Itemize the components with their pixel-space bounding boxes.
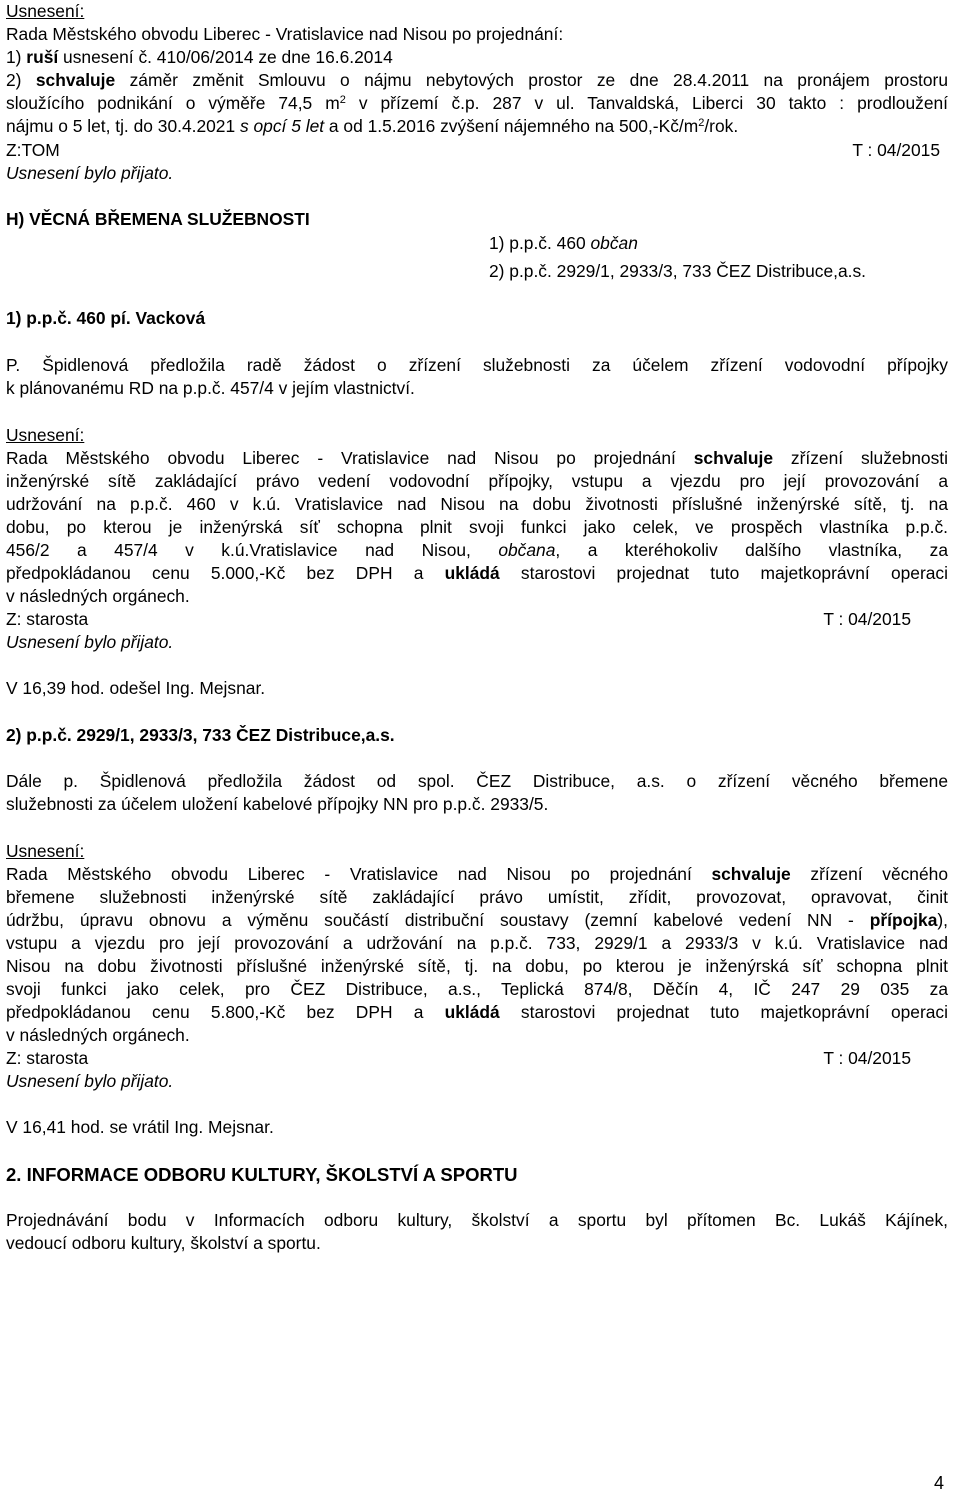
- deadline: T : 04/2015: [823, 1048, 911, 1068]
- usneseni-label: Usnesení:: [6, 425, 85, 445]
- responsible: Z: starosta: [6, 1048, 89, 1068]
- text-line: Nisou na dobu životnosti příslušné inženýrské sítě, tj. na dobu, po kterou je inženýrská síť schopna plnit: [6, 956, 948, 976]
- text-line: udržování na p.p.č. 460 v k.ú. Vratislavice nad Nisou na dobu životnosti příslušné inženýrské sítě, tj. na: [6, 494, 948, 514]
- responsibility-row: [6, 139, 940, 162]
- text-line: V 16,39 hod. odešel Ing. Mejsnar.: [6, 678, 266, 698]
- responsibility-row: [6, 1047, 911, 1070]
- text-line: Projednávání bodu v Informacích odboru kultury, školství a sportu byl přítomen Bc. Lukáš Kájínek,: [6, 1210, 948, 1230]
- section-heading: 2. INFORMACE ODBORU KULTURY, ŠKOLSTVÍ A SPORTU: [6, 1164, 518, 1185]
- text-line: vedoucí odboru kultury, školství a sportu.: [6, 1233, 321, 1253]
- text-line: k plánovanému RD na p.p.č. 457/4 v jejím vlastnictví.: [6, 378, 415, 398]
- responsible: Z: starosta: [6, 609, 89, 629]
- text-line: v následných orgánech.: [6, 586, 190, 606]
- text-line: 456/2 a 457/4 v k.ú.Vratislavice nad Nisou, občana, a kteréhokoliv dalšího vlastníka, za: [6, 540, 948, 560]
- subsection-heading: 2) p.p.č. 2929/1, 2933/3, 733 ČEZ Distribuce,a.s.: [6, 725, 395, 745]
- text-line: služebnosti za účelem uložení kabelové přípojky NN pro p.p.č. 2933/5.: [6, 794, 549, 814]
- text-line: Rada Městského obvodu Liberec - Vratislavice nad Nisou po projednání schvaluje zřízení věcného: [6, 864, 948, 884]
- list-item: 2) p.p.č. 2929/1, 2933/3, 733 ČEZ Distribuce,a.s.: [489, 261, 867, 281]
- text-line: břemene služebnosti inženýrské sítě zakládající právo umístit, zřídit, provozovat, opravovat, činit: [6, 887, 948, 907]
- subsection-heading: 1) p.p.č. 460 pí. Vacková: [6, 308, 206, 328]
- text-line: inženýrské sítě zakládající právo vedení vodovodní přípojky, vstupu a vjezdu pro její provozování a: [6, 471, 948, 491]
- text-line: nájmu o 5 let, tj. do 30.4.2021 s opcí 5 let a od 1.5.2016 zvýšení nájemného na $500,-Kč/m^2$/rok.: [6, 116, 739, 136]
- text-line: 2) schvaluje záměr změnit Smlouvu o nájmu nebytových prostor ze dne 28.4.2011 na pronájem prostoru: [6, 70, 949, 90]
- text-line: Rada Městského obvodu Liberec - Vratislavice nad Nisou po projednání:: [6, 24, 564, 44]
- responsible: Z:TOM: [6, 140, 60, 160]
- text-line: svoji funkci jako celek, pro ČEZ Distribuce, a.s., Teplická 874/8, Děčín 4, IČ 247 29 035 za: [6, 979, 948, 999]
- text-line: 1) ruší usnesení č. 410/06/2014 ze dne 16.6.2014: [6, 47, 393, 67]
- text-line: v následných orgánech.: [6, 1025, 190, 1045]
- text-line: P. Špidlenová předložila radě žádost o zřízení služebnosti za účelem zřízení vodovodní přípojky: [6, 355, 948, 375]
- text-line: údržbu, úpravu obnovu a výměnu součástí distribuční soustavy (zemní kabelové vedení NN - přípojka),: [6, 910, 948, 930]
- text-line: předpokládanou cenu 5.000,-Kč bez DPH a ukládá starostovi projednat tuto majetkoprávní operaci: [6, 563, 948, 583]
- text-line: V 16,41 hod. se vrátil Ing. Mejsnar.: [6, 1117, 274, 1137]
- text-line: vstupu a vjezdu pro její provozování a udržování na p.p.č. 733, 2929/1 a 2933/3 v k.ú. Vratislavice nad: [6, 933, 948, 953]
- usneseni-label: Usnesení:: [6, 1, 85, 21]
- deadline: T : 04/2015: [823, 609, 911, 629]
- page-number: 4: [933, 1473, 944, 1493]
- text-line: předpokládanou cenu 5.800,-Kč bez DPH a ukládá starostovi projednat tuto majetkoprávní operaci: [6, 1002, 948, 1022]
- resolution-accepted: Usnesení bylo přijato.: [6, 632, 174, 652]
- list-item: 1) p.p.č. 460 občan: [489, 233, 638, 253]
- resolution-accepted: Usnesení bylo přijato.: [6, 1071, 174, 1091]
- text-line: sloužícího podnikání o výměře 74,5 $m^2$ v přízemí č.p. 287 v ul. Tanvaldská, Liberci 30 takto : prodloužení: [6, 93, 949, 113]
- deadline: T : 04/2015: [852, 140, 940, 160]
- section-heading: H) VĚCNÁ BŘEMENA SLUŽEBNOSTI: [6, 209, 310, 229]
- text-line: Dále p. Špidlenová předložila žádost od spol. ČEZ Distribuce, a.s. o zřízení věcného břemene: [6, 771, 948, 791]
- resolution-accepted: Usnesení bylo přijato.: [6, 163, 174, 183]
- text-line: Rada Městského obvodu Liberec - Vratislavice nad Nisou po projednání schvaluje zřízení služebnosti: [6, 448, 948, 468]
- responsibility-row: [6, 608, 911, 631]
- usneseni-label: Usnesení:: [6, 841, 85, 861]
- text-line: dobu, po kterou je inženýrská síť schopna plnit svoji funkci jako celek, ve prospěch vlastníka p.p.č.: [6, 517, 948, 537]
